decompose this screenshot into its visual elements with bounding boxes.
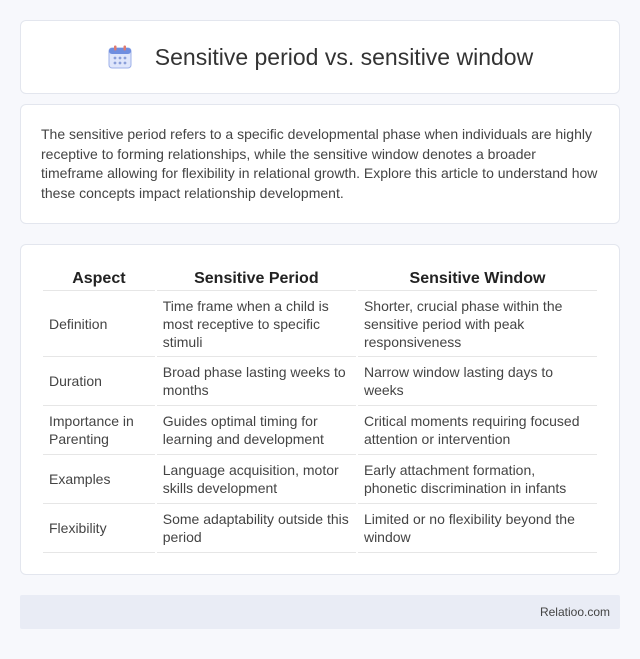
table-row [43, 455, 597, 504]
header-sensitive-period: Sensitive Period [157, 265, 356, 291]
footer-brand[interactable]: Relatioo.com [539, 605, 610, 619]
title-card [20, 20, 620, 94]
calendar-icon [107, 44, 133, 70]
row-period: Broad phase lasting weeks to months [157, 357, 356, 406]
row-window: Critical moments requiring focused attention or intervention [358, 406, 597, 455]
row-window: Shorter, crucial phase within the sensitive period with peak responsiveness [358, 291, 597, 357]
intro-paragraph: The sensitive period refers to a specific developmental phase when individuals are highly receptive to forming relationships, while the sensitive window denotes a broader timeframe allowing for flexibility in relational growth. Explore this article to understand how these concepts impact relationship development. [41, 126, 598, 201]
table-row [43, 357, 597, 406]
row-aspect: Importance in Parenting [43, 406, 155, 455]
row-period: Time frame when a child is most receptive to specific stimuli [157, 291, 356, 357]
comparison-table [41, 265, 599, 553]
row-window: Narrow window lasting days to weeks [358, 357, 597, 406]
page-title: Sensitive period vs. sensitive window [154, 43, 534, 70]
table-row [43, 504, 597, 553]
row-aspect: Examples [43, 455, 155, 504]
intro-card [20, 104, 620, 224]
table-row [43, 406, 597, 455]
row-period: Language acquisition, motor skills development [157, 455, 356, 504]
comparison-card [20, 244, 620, 575]
row-window: Early attachment formation, phonetic discrimination in infants [358, 455, 597, 504]
row-period: Some adaptability outside this period [157, 504, 356, 553]
table-row [43, 291, 597, 357]
table-header-row [43, 265, 597, 291]
row-aspect: Definition [43, 291, 155, 357]
row-aspect: Flexibility [43, 504, 155, 553]
header-aspect: Aspect [43, 265, 155, 291]
header-sensitive-window: Sensitive Window [358, 265, 597, 291]
row-aspect: Duration [43, 357, 155, 406]
footer [20, 595, 620, 629]
row-window: Limited or no flexibility beyond the window [358, 504, 597, 553]
row-period: Guides optimal timing for learning and development [157, 406, 356, 455]
